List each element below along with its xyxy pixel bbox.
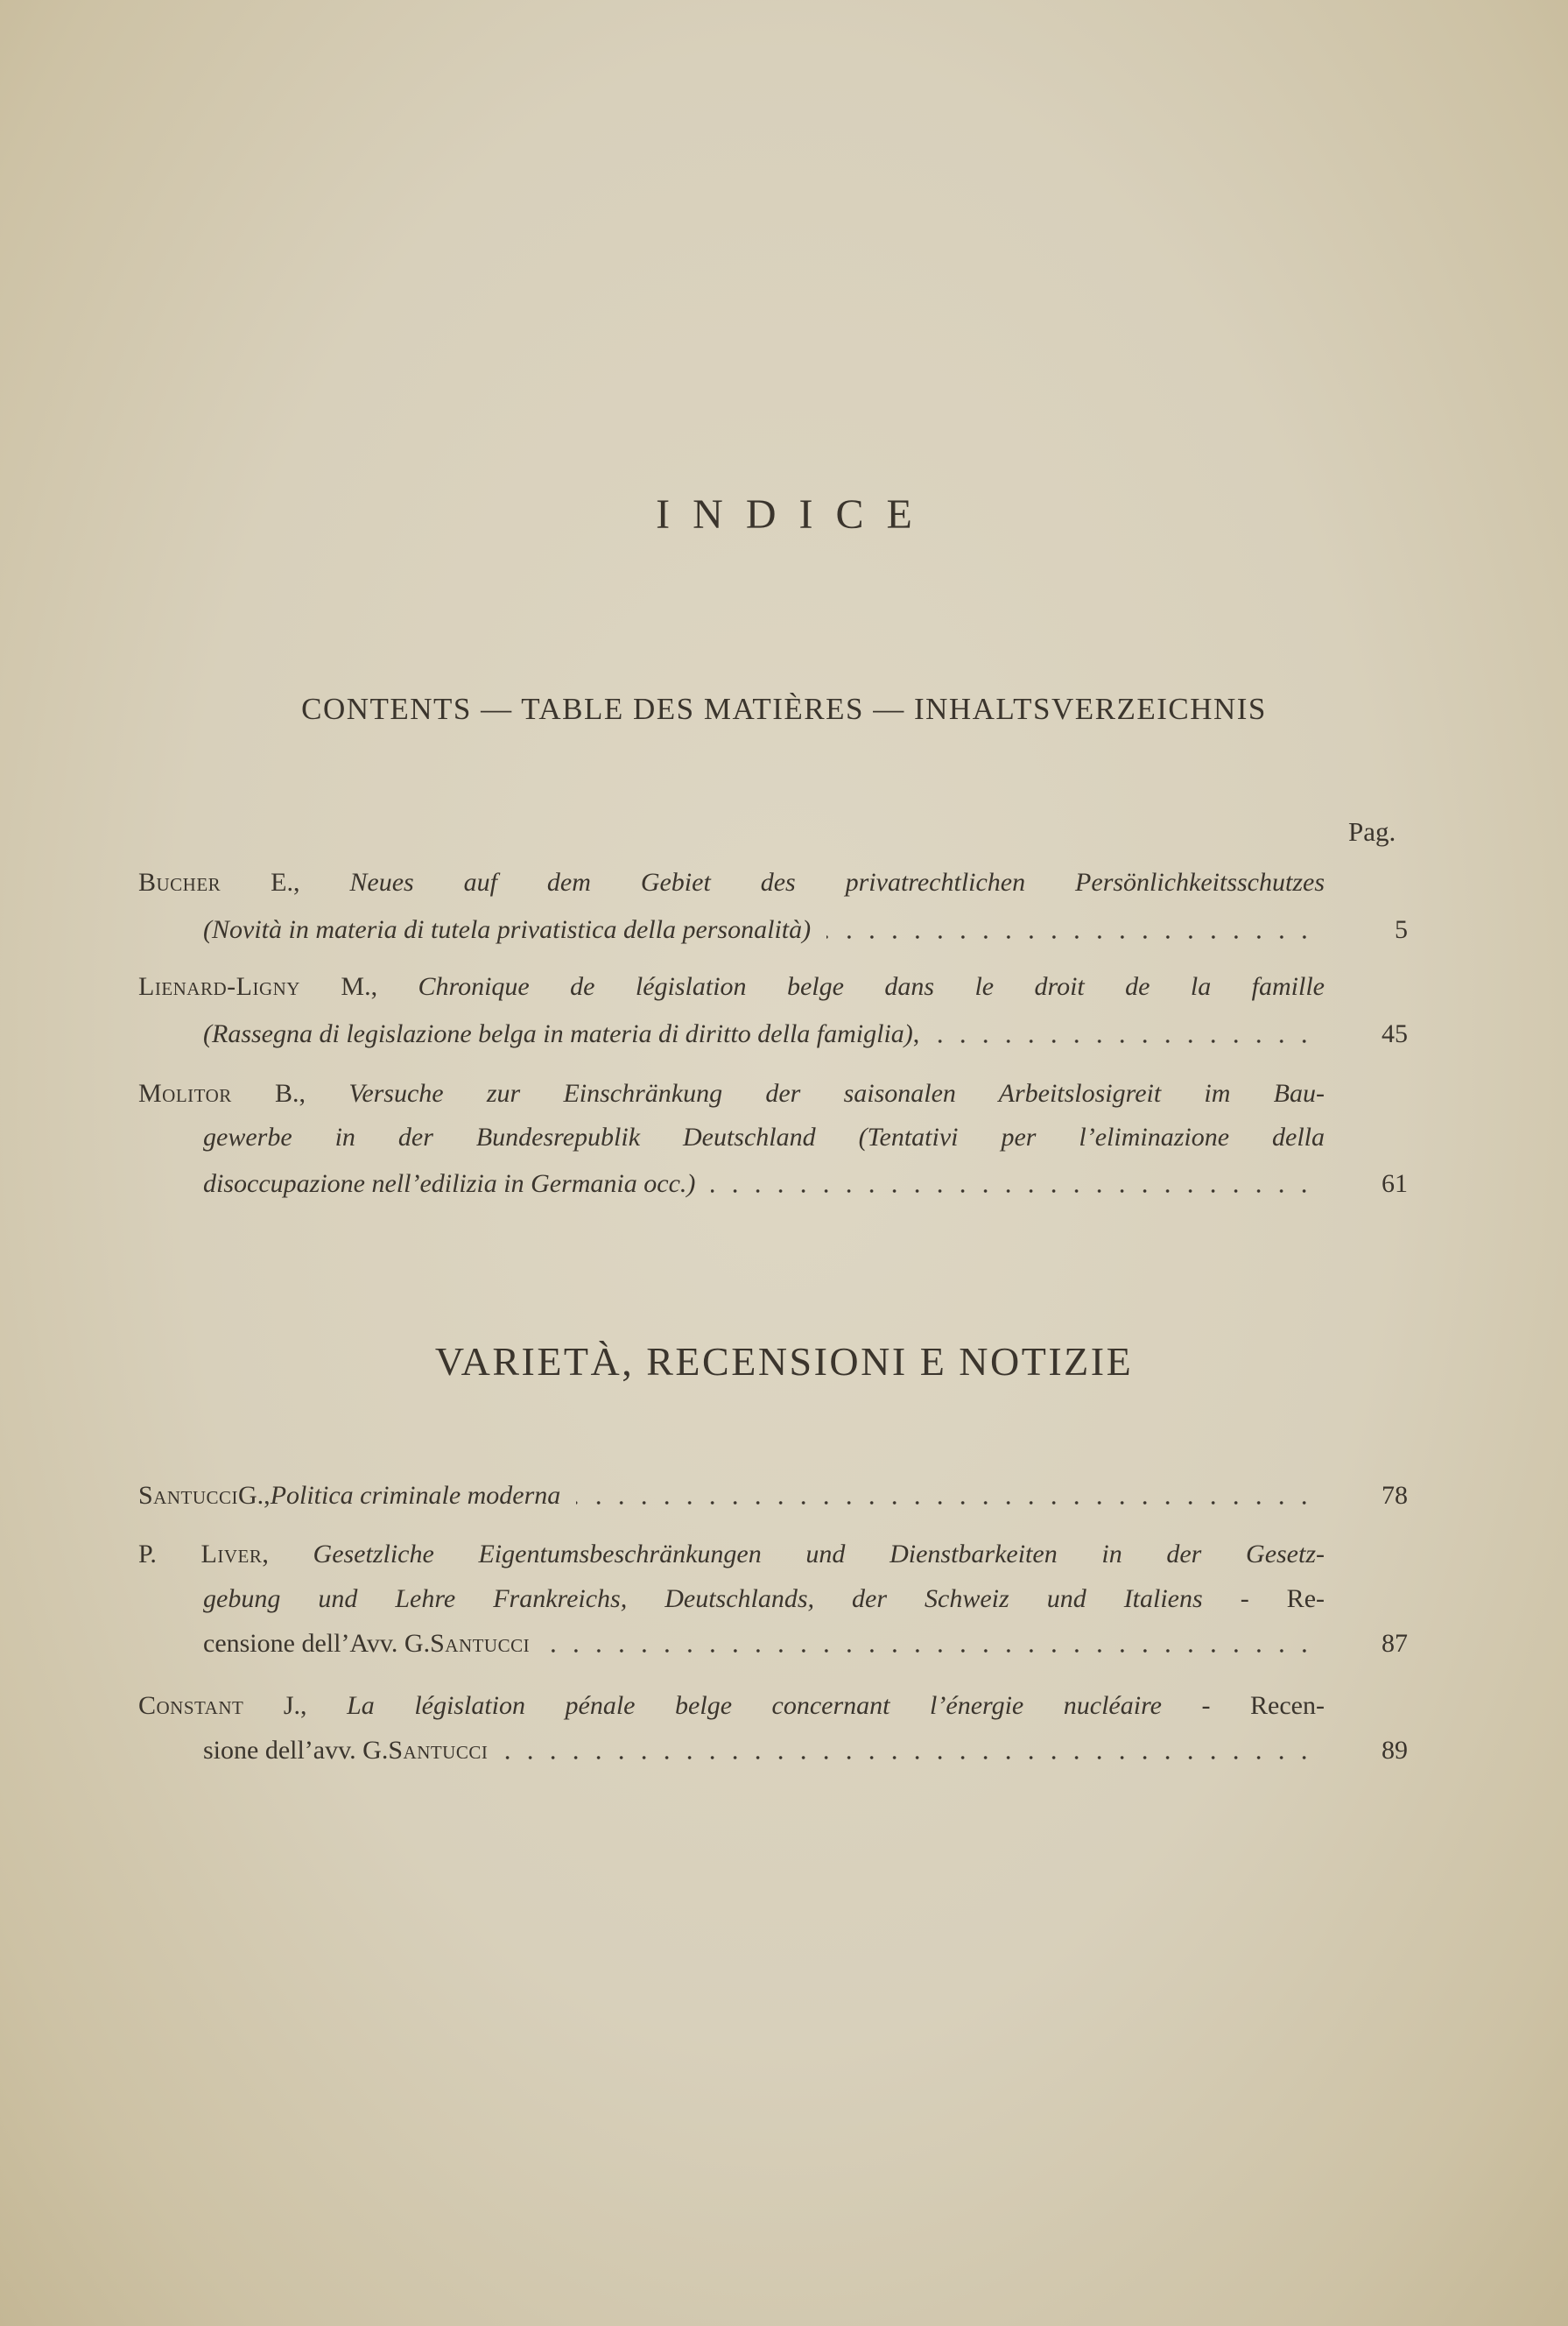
index-title: INDICE — [656, 491, 935, 538]
dot-leader — [935, 1039, 1316, 1044]
author-name: Santucci — [388, 1736, 489, 1765]
entry-title: Politica criminale moderna — [270, 1481, 561, 1510]
author-name: Bucher — [138, 868, 221, 897]
entry-text: censione dell’Avv. G. — [203, 1629, 431, 1658]
toc-entry-line — [138, 1076, 1325, 1111]
toc-entry-line — [203, 1120, 1325, 1155]
dot-leader — [503, 1755, 1316, 1760]
entry-text: G., — [238, 1481, 271, 1510]
entry-text: - Re- — [1202, 1584, 1325, 1613]
dot-leader — [576, 1500, 1316, 1505]
entry-title: Chronique de législation belge dans le droit de la famille — [418, 972, 1325, 1001]
entry-title: (Novità in materia di tutela privatistica della personalità) — [203, 915, 812, 944]
entry-text: P. — [138, 1540, 201, 1568]
dot-leader — [545, 1648, 1316, 1653]
author-name: Molitor — [138, 1079, 232, 1108]
toc-entry-line — [203, 1582, 1325, 1617]
page-number: 78 — [1382, 1481, 1408, 1510]
author-name: Santucci — [138, 1481, 239, 1510]
entry-text: - Recen- — [1161, 1691, 1325, 1720]
toc-entry-line — [203, 1167, 1325, 1202]
entry-text: M., — [299, 972, 418, 1001]
toc-entry-line — [138, 1688, 1325, 1723]
entry-text: , — [912, 1019, 920, 1048]
toc-entry-line — [203, 1733, 1325, 1768]
entry-title: Neues auf dem Gebiet des privatrechtlichen Persönlichkeitsschutzes — [349, 868, 1325, 897]
entry-title: La législation pénale belge concernant l’énergie nucléaire — [347, 1691, 1162, 1720]
author-name: Constant — [138, 1691, 244, 1720]
page-column-label: Pag. — [1348, 816, 1396, 847]
page-number: 61 — [1382, 1169, 1408, 1198]
toc-entry-line — [138, 1537, 1325, 1572]
toc-entry-line — [138, 865, 1325, 900]
toc-entry-line — [138, 969, 1325, 1004]
toc-entry-line — [203, 1017, 1325, 1052]
entry-title: gebung und Lehre Frankreichs, Deutschlands, der Schweiz und Italiens — [203, 1584, 1203, 1613]
entry-text: J., — [243, 1691, 348, 1720]
author-name: Santucci — [430, 1629, 531, 1658]
entry-title: gewerbe in der Bundesrepublik Deutschland (Tentativi per l’eliminazione della — [203, 1123, 1325, 1152]
entry-text: sione dell’avv. G. — [203, 1736, 389, 1765]
toc-entry-line — [138, 1478, 1325, 1513]
page-number: 45 — [1382, 1019, 1408, 1048]
toc-entry-line — [203, 913, 1325, 948]
section-title-varieta: VARIETÀ, RECENSIONI E NOTIZIE — [434, 1339, 1134, 1384]
dot-leader — [711, 1188, 1316, 1194]
author-name: Liver — [200, 1540, 263, 1568]
contents-subtitle: CONTENTS — TABLE DES MATIÈRES — INHALTSVERZEICHNIS — [301, 692, 1267, 726]
entry-title: Gesetzliche Eigentumsbeschränkungen und Dienstbarkeiten in der Gesetz- — [313, 1540, 1325, 1568]
entry-title: disoccupazione nell’edilizia in Germania occ.) — [203, 1169, 696, 1198]
entry-title: Versuche zur Einschränkung der saisonalen Arbeitslosigreit im Bau- — [348, 1079, 1325, 1108]
page-number: 5 — [1395, 915, 1408, 944]
entry-text: , — [262, 1540, 313, 1568]
toc-entry-line — [203, 1626, 1325, 1661]
entry-text: E., — [221, 868, 350, 897]
dot-leader — [826, 934, 1316, 940]
entry-text: B., — [231, 1079, 349, 1108]
page-number: 87 — [1382, 1629, 1408, 1658]
author-name: Lienard-Ligny — [138, 972, 300, 1001]
entry-title: (Rassegna di legislazione belga in materia di diritto della famiglia) — [203, 1019, 913, 1048]
page-number: 89 — [1382, 1736, 1408, 1765]
